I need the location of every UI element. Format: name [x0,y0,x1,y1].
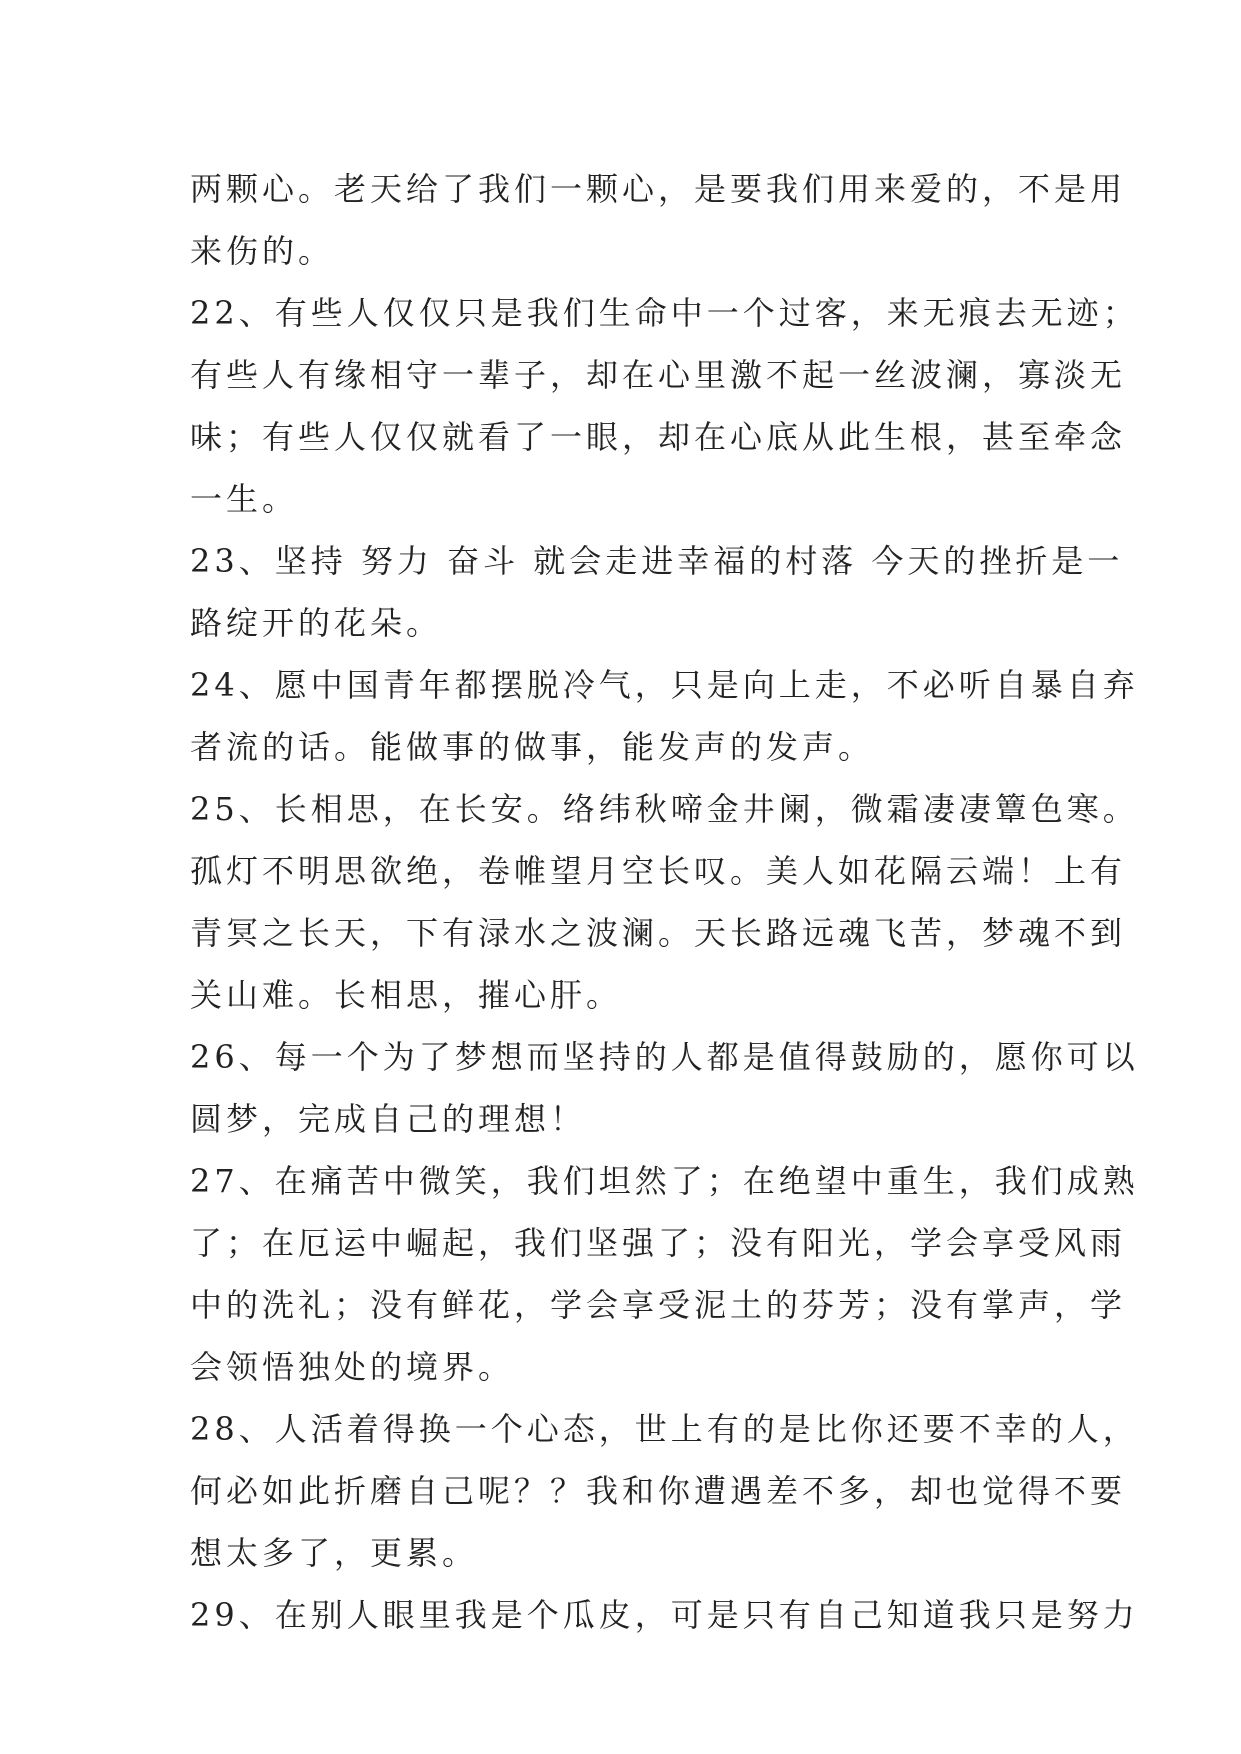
text-line: 26、每一个为了梦想而坚持的人都是值得鼓励的，愿你可以 [190,1038,1139,1076]
text-line: 有些人有缘相守一辈子，却在心里激不起一丝波澜，寡淡无 [190,356,1127,394]
text-line: 来伤的。 [190,232,335,270]
text-line: 味；有些人仅仅就看了一眼，却在心底从此生根，甚至牵念 [190,418,1127,456]
text-line: 路绽开的花朵。 [190,604,443,642]
text-line: 两颗心。老天给了我们一颗心，是要我们用来爱的，不是用 [190,170,1127,208]
text-line: 27、在痛苦中微笑，我们坦然了；在绝望中重生，我们成熟 [190,1162,1139,1200]
text-line: 圆梦，完成自己的理想！ [190,1100,587,1138]
text-line: 关山难。长相思，摧心肝。 [190,976,623,1014]
text-line: 孤灯不明思欲绝，卷帷望月空长叹。美人如花隔云端！上有 [190,852,1127,890]
text-line: 29、在别人眼里我是个瓜皮，可是只有自己知道我只是努力 [190,1596,1139,1634]
text-line: 青冥之长天，下有渌水之波澜。天长路远魂飞苦，梦魂不到 [190,914,1127,952]
text-line: 23、坚持 努力 奋斗 就会走进幸福的村落 今天的挫折是一 [190,542,1124,580]
document-body [190,158,1139,1646]
text-line: 一生。 [190,480,299,518]
text-line: 会领悟独处的境界。 [190,1348,515,1386]
text-line: 了；在厄运中崛起，我们坚强了；没有阳光，学会享受风雨 [190,1224,1127,1262]
text-line: 者流的话。能做事的做事，能发声的发声。 [190,728,875,766]
text-line: 中的洗礼；没有鲜花，学会享受泥土的芬芳；没有掌声，学 [190,1286,1127,1324]
text-line: 24、愿中国青年都摆脱冷气，只是向上走，不必听自暴自弃 [190,666,1139,704]
text-line: 28、人活着得换一个心态，世上有的是比你还要不幸的人， [190,1410,1139,1448]
text-line: 何必如此折磨自己呢？？我和你遭遇差不多，却也觉得不要 [190,1472,1127,1510]
text-line: 25、长相思，在长安。络纬秋啼金井阑，微霜凄凄簟色寒。 [190,790,1139,828]
text-line: 想太多了，更累。 [190,1534,479,1572]
text-line: 22、有些人仅仅只是我们生命中一个过客，来无痕去无迹； [190,294,1139,332]
